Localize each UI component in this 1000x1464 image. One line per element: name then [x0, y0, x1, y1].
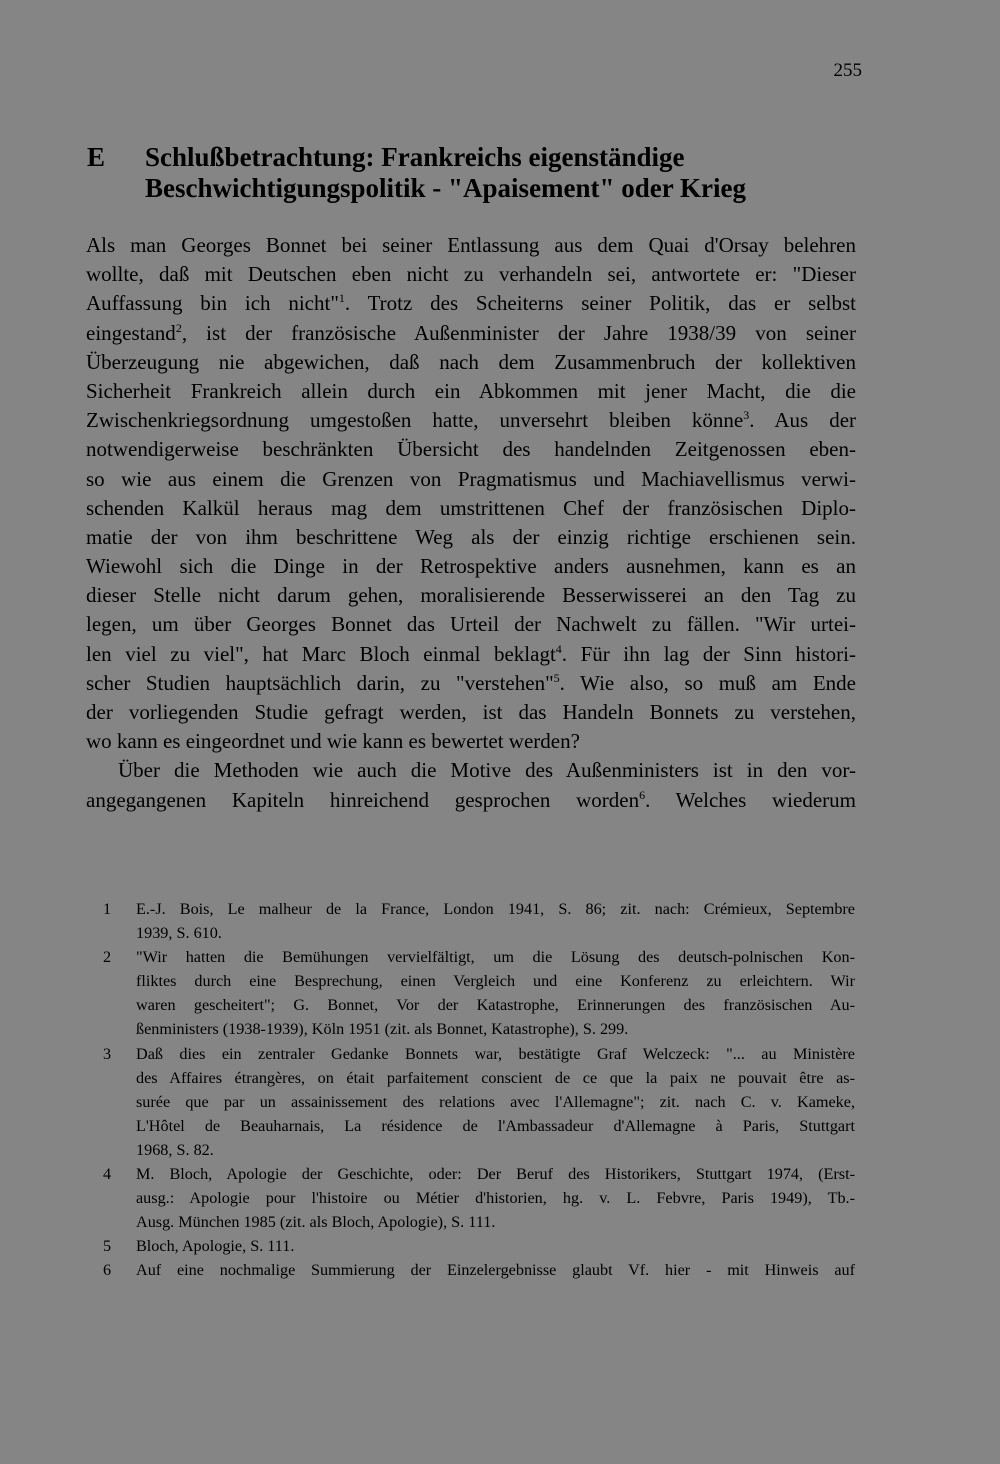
- text-segment: so wie aus einem die Grenzen von Pragmatismus und Machiavellismus verwi-: [86, 466, 856, 491]
- text-segment: notwendigerweise beschränkten Übersicht des handelnden Zeitgenossen eben-: [86, 437, 856, 462]
- footnote-ref: 6: [639, 787, 646, 802]
- text-line: [86, 552, 856, 581]
- footnote-text: [136, 1234, 855, 1258]
- text-segment: . Trotz des Scheiterns seiner Politik, das er selbst: [344, 291, 856, 316]
- footnote-text: [136, 897, 855, 945]
- footnote-ref: 3: [743, 408, 750, 423]
- text-line: [86, 698, 856, 727]
- footnote-line: Ausg. München 1985 (zit. als Bloch, Apologie), S. 111.: [136, 1213, 496, 1232]
- text-line: [86, 377, 856, 406]
- text-segment: Über die Methoden wie auch die Motive des Außenministers ist in den vor-: [118, 758, 856, 783]
- footnote: [103, 1162, 855, 1234]
- text-segment: . Aus der: [749, 408, 857, 433]
- text-segment: Sicherheit Frankreich allein durch ein Abkommen mit jener Macht, die die: [86, 378, 856, 403]
- text-line: [86, 319, 856, 348]
- chapter-title: [145, 142, 746, 204]
- text-line: [86, 231, 856, 260]
- text-segment: eingestand: [86, 320, 176, 345]
- chapter-title-line: Schlußbetrachtung: Frankreichs eigenständige: [145, 142, 685, 172]
- text-segment: schenden Kalkül heraus mag dem umstrittenen Chef der französischen Diplo-: [86, 495, 856, 520]
- paragraph: [86, 756, 856, 814]
- footnote-ref: 2: [175, 320, 182, 335]
- footnote-line: fliktes durch eine Besprechung, einen Vergleich und eine Konferenz zu erleichtern. Wir: [136, 972, 855, 991]
- text-segment: legen, um über Georges Bonnet das Urteil der Nachwelt zu fällen. "Wir urtei-: [86, 612, 856, 637]
- text-segment: der vorliegenden Studie gefragt werden, ist das Handeln Bonnets zu verstehen,: [86, 700, 856, 724]
- footnote-line: ßenministers (1938-1939), Köln 1951 (zit. als Bonnet, Katastrophe), S. 299.: [136, 1020, 629, 1039]
- footnotes: [103, 897, 855, 1283]
- text-segment: matie der von ihm beschrittene Weg als der einzig richtige erschienen sein.: [86, 524, 856, 549]
- footnote-line: M. Bloch, Apologie der Geschichte, oder: Der Beruf des Historikers, Stuttgart 1974, (Erst-: [136, 1165, 855, 1184]
- footnote: [103, 1234, 855, 1258]
- footnote: [103, 1042, 855, 1162]
- footnote-number: 1: [103, 900, 112, 918]
- footnote-line: des Affaires étrangères, on était parfaitement conscient de ce que la paix ne pouvait être as-: [136, 1068, 855, 1087]
- footnote-line: "Wir hatten die Bemühungen vervielfältigt, um die Lösung des deutsch-polnischen Kon-: [136, 948, 855, 967]
- text-segment: angegangenen Kapiteln hinreichend gesprochen worden: [86, 787, 640, 812]
- text-line: [86, 260, 856, 289]
- chapter-letter: E: [87, 142, 106, 172]
- footnote-number: 2: [103, 948, 112, 967]
- footnote-line: 1939, S. 610.: [136, 924, 222, 943]
- text-segment: . Wie also, so muß am Ende: [559, 670, 856, 695]
- text-line: [86, 610, 856, 639]
- footnote: [103, 945, 855, 1041]
- text-line: [86, 727, 856, 756]
- text-segment: wollte, daß mit Deutschen eben nicht zu verhandeln sei, antwortete er: "Dieser: [86, 262, 856, 287]
- footnote-ref: 1: [338, 291, 345, 306]
- footnote-number: 4: [103, 1165, 112, 1184]
- text-line: [86, 786, 856, 815]
- footnote-line: surée que par un assainissement des relations avec l'Allemagne"; zit. nach C. v. Kameke,: [136, 1092, 855, 1111]
- text-segment: len viel zu viel", hat Marc Bloch einmal beklagt: [86, 641, 556, 666]
- text-segment: Überzeugung nie abgewichen, daß nach dem Zusammenbruch der kollektiven: [86, 349, 856, 374]
- text-segment: Zwischenkriegsordnung umgestoßen hatte, unversehrt bleiben könne: [86, 408, 744, 433]
- paragraph: [86, 231, 856, 756]
- text-segment: dieser Stelle nicht darum gehen, moralisierende Besserwisserei an den Tag zu: [86, 583, 856, 608]
- text-line: [86, 756, 856, 785]
- footnote-number: 6: [103, 1261, 112, 1280]
- text-line: [86, 640, 856, 669]
- footnote-ref: 4: [555, 641, 562, 656]
- text-line: [86, 494, 856, 523]
- text-line: [86, 669, 856, 698]
- footnote-line: ausg.: Apologie pour l'histoire ou Métier d'historien, hg. v. L. Febvre, Paris 1949), Tb.-: [136, 1189, 855, 1208]
- footnote-text: [136, 945, 855, 1041]
- footnote-text: [136, 1258, 855, 1282]
- footnote-text: [136, 1162, 855, 1234]
- footnote-line: Daß dies ein zentraler Gedanke Bonnets war, bestätigte Graf Welczeck: "... au Ministère: [136, 1044, 855, 1063]
- footnote-number: 3: [103, 1044, 112, 1063]
- footnote-line: Bloch, Apologie, S. 111.: [136, 1237, 295, 1256]
- text-segment: . Für ihn lag der Sinn histori-: [561, 641, 856, 666]
- page-number: 255: [833, 60, 862, 81]
- body-text: [86, 231, 856, 815]
- chapter-title-line: Beschwichtigungspolitik - "Apaisement" oder Krieg: [145, 173, 746, 203]
- footnote-number: 5: [103, 1237, 112, 1256]
- footnote-line: E.-J. Bois, Le malheur de la France, London 1941, S. 86; zit. nach: Crémieux, Septembre: [136, 900, 855, 918]
- text-segment: wo kann es eingeordnet und wie kann es bewertet werden?: [86, 729, 580, 754]
- text-segment: Als man Georges Bonnet bei seiner Entlassung aus dem Quai d'Orsay belehren: [86, 233, 856, 257]
- text-segment: scher Studien hauptsächlich darin, zu "verstehen": [86, 670, 554, 695]
- footnote-line: L'Hôtel de Beauharnais, La résidence de l'Ambassadeur d'Allemagne à Paris, Stuttgart: [136, 1116, 855, 1135]
- footnote-line: 1968, S. 82.: [136, 1140, 214, 1159]
- text-line: [86, 523, 856, 552]
- text-line: [86, 581, 856, 610]
- text-line: [86, 435, 856, 464]
- text-segment: . Welches wiederum: [645, 787, 856, 812]
- footnote: [103, 1258, 855, 1282]
- footnote-line: waren gescheitert"; G. Bonnet, Vor der Katastrophe, Erinnerungen des französischen Au-: [136, 996, 855, 1015]
- text-line: [86, 406, 856, 435]
- footnote: [103, 897, 855, 945]
- footnote-ref: 5: [553, 670, 560, 685]
- footnote-text: [136, 1042, 855, 1162]
- text-line: [86, 289, 856, 318]
- text-segment: Wiewohl sich die Dinge in der Retrospektive anders ausnehmen, kann es an: [86, 554, 856, 579]
- text-line: [86, 465, 856, 494]
- text-line: [86, 348, 856, 377]
- text-segment: , ist der französische Außenminister der Jahre 1938/39 von seiner: [181, 320, 856, 345]
- footnote-line: Auf eine nochmalige Summierung der Einzelergebnisse glaubt Vf. hier - mit Hinweis auf: [136, 1261, 855, 1280]
- text-segment: Auffassung bin ich nicht": [86, 291, 339, 316]
- chapter-heading: [87, 142, 867, 204]
